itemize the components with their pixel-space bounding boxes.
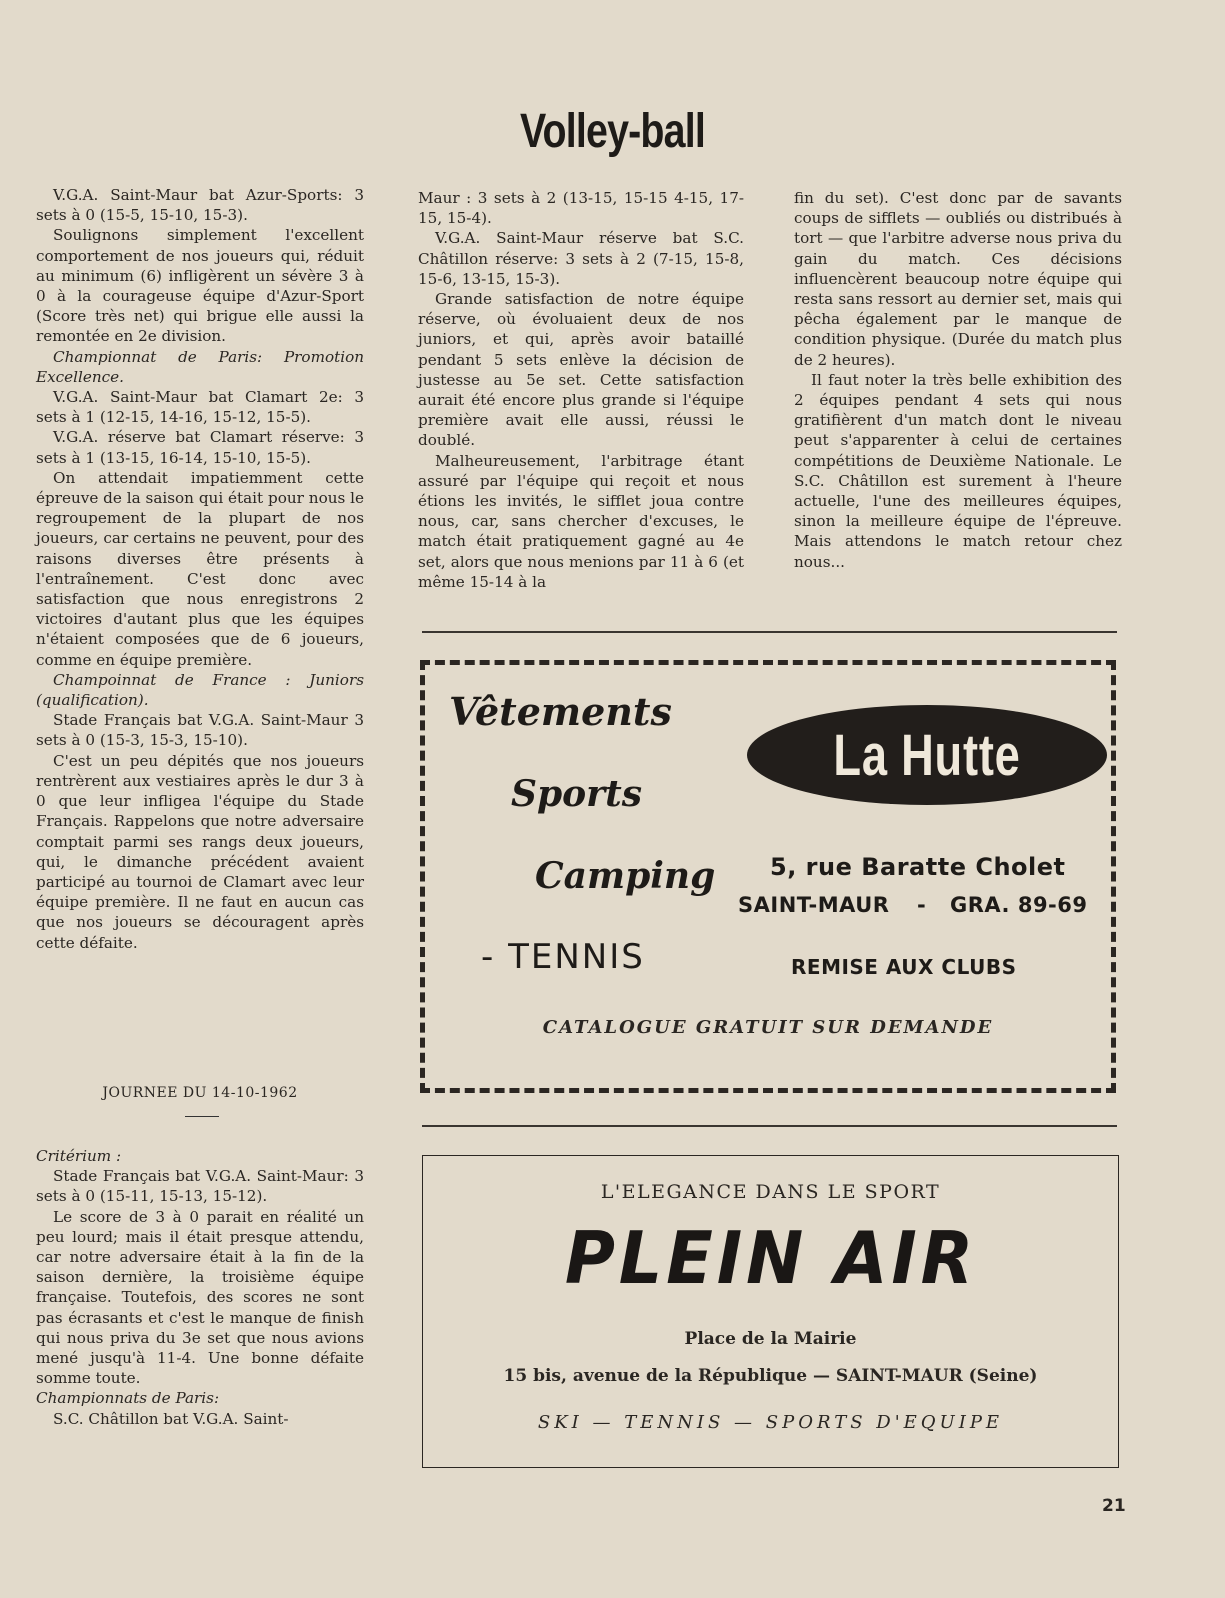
la-hutte-logo — [747, 705, 1107, 805]
article-column-1-continued — [36, 1146, 364, 1429]
paragraph: Stade Français bat V.G.A. Saint-Maur: 3 sets à 0 (15-11, 15-13, 15-12). — [36, 1167, 364, 1206]
advertisement-la-hutte — [420, 660, 1116, 1093]
ad-sports-text: Sports — [511, 773, 643, 815]
paragraph: V.G.A. réserve bat Clamart réserve: 3 sets à 1 (13-15, 16-14, 15-10, 15-5). — [36, 428, 364, 467]
page-title: Volley-ball — [520, 105, 705, 158]
paragraph: Soulignons simplement l'excellent comportement de nos joueurs qui, réduit au minimum (6) infligèrent un sévère 3 à 0 à la courageuse équipe d'Azur-Sport (Score très net) qui brigue elle aussi la remontée en 2e division. — [36, 226, 364, 346]
paragraph: On attendait impatiemment cette épreuve de la saison qui était pour nous le regroupement de la plupart de nos joueurs, car certains ne peuvent, pour des raisons diverses être présents à l'entraînement. C'est donc avec satisfaction que nous enregistrons 2 victoires d'autant plus que les équipes n'étaient composées que de 6 joueurs, comme en équipe première. — [36, 468, 364, 669]
ad-address: 5, rue Baratte Cholet — [770, 853, 1066, 881]
paragraph: C'est un peu dépités que nos joueurs rentrèrent aux vestiaires après le dur 3 à 0 que leur infligea l'équipe du Stade Français. Rappelons que notre adversaire comptait parmi ses rangs deux joueurs, qui, le dimanche précédent avaient participé au tournoi de Clamart avec leur équipe première. Il ne faut en aucun cas que nos joueurs se découragent après cette défaite. — [36, 751, 364, 952]
paragraph: Maur : 3 sets à 2 (13-15, 15-15 4-15, 17-15, 15-4). — [418, 189, 744, 228]
la-hutte-logo-text: La Hutte — [833, 722, 1021, 788]
paragraph: Championnat de Paris: Promotion Excellence. — [36, 347, 364, 386]
paragraph: Championnats de Paris: — [36, 1389, 220, 1408]
paragraph: V.G.A. Saint-Maur réserve bat S.C. Châtillon réserve: 3 sets à 2 (7-15, 15-8, 15-6, 13-15, 15-3). — [418, 229, 744, 288]
paragraph: Stade Français bat V.G.A. Saint-Maur 3 sets à 0 (15-3, 15-3, 15-10). — [36, 711, 364, 750]
paragraph: Champoinnat de France : Juniors (qualification). — [36, 670, 364, 710]
paragraph: V.G.A. Saint-Maur bat Clamart 2e: 3 sets à 1 (12-15, 14-16, 15-12, 15-5). — [36, 388, 364, 427]
ad-separator: - — [917, 893, 926, 917]
paragraph: S.C. Châtillon bat V.G.A. Saint- — [53, 1409, 289, 1428]
advertisement-plein-air — [422, 1155, 1119, 1468]
ad2-address: 15 bis, avenue de la République — SAINT-MAUR (Seine) — [503, 1366, 1038, 1386]
ad2-place: Place de la Mairie — [684, 1329, 857, 1349]
paragraph: Critérium : — [36, 1147, 122, 1165]
ad2-brand: PLEIN AIR — [564, 1216, 977, 1300]
ad2-sports: SKI — TENNIS — SPORTS D'EQUIPE — [537, 1412, 1004, 1433]
section-heading-journee: JOURNEE DU 14-10-1962 — [102, 1085, 298, 1101]
ad2-tagline: L'ELEGANCE DANS LE SPORT — [600, 1181, 941, 1203]
ad-vetements-text: Vêtements — [449, 689, 672, 734]
heading-rule — [185, 1116, 219, 1117]
ad-remise: REMISE AUX CLUBS — [791, 955, 1017, 979]
article-column-3 — [794, 188, 1122, 572]
paragraph: Il faut noter la très belle exhibition des 2 équipes pendant 4 sets qui nous gratifièrent d'un match dont le niveau peut s'apparenter à celui de certaines compétitions de Deuxième Nationale. Le S.C. Châtillon est surement à l'heure actuelle, l'une des meilleures équipes, sinon la meilleure équipe de l'épreuve. Mais attendons le match retour chez nous... — [794, 370, 1122, 571]
ad-tennis-text: - TENNIS — [481, 937, 645, 977]
ad-city: SAINT-MAUR — [738, 893, 890, 917]
paragraph: V.G.A. Saint-Maur bat Azur-Sports: 3 sets à 0 (15-5, 15-10, 15-3). — [36, 186, 364, 225]
ad-phone: GRA. 89-69 — [950, 893, 1088, 917]
article-column-1 — [36, 185, 364, 953]
ad-catalogue: CATALOGUE GRATUIT SUR DEMANDE — [542, 1017, 994, 1038]
page-number: 21 — [1102, 1496, 1126, 1516]
paragraph: Grande satisfaction de notre équipe réserve, où évoluaient deux de nos juniors, et qui, après avoir bataillé pendant 5 sets enlève la décision de justesse au 5e set. Cette satisfaction aurait été encore plus grande si l'équipe première avait elle aussi, réussi le doublé. — [418, 290, 744, 450]
paragraph: fin du set). C'est donc par de savants coups de sifflets — oubliés ou distribués à tort — que l'arbitre adverse nous priva du gain du match. Ces décisions influencèrent beaucoup notre équipe qui resta sans ressort au dernier set, mais qui pêcha également par le manque de condition physique. (Durée du match plus de 2 heures). — [794, 189, 1122, 369]
divider-rule-bottom — [422, 1125, 1117, 1127]
ad-camping-text: Camping — [535, 855, 716, 897]
paragraph: Malheureusement, l'arbitrage étant assuré par l'équipe qui reçoit et nous étions les invités, le sifflet joua contre nous, car, sans chercher d'excuses, le match était pratiquement gagné au 4e set, alors que nous menions par 11 à 6 (et même 15-14 à la — [418, 451, 744, 591]
article-column-2 — [418, 188, 744, 592]
paragraph: Le score de 3 à 0 parait en réalité un peu lourd; mais il était presque attendu, car notre adversaire était à la fin de la saison dernière, la troisième équipe française. Toutefois, des scores ne sont pas écrasants et c'est le manque de finish qui nous priva du 3e set que nous avions mené jusqu'à 11-4. Une bonne défaite somme toute. — [36, 1207, 364, 1388]
divider-rule-top — [422, 631, 1117, 633]
